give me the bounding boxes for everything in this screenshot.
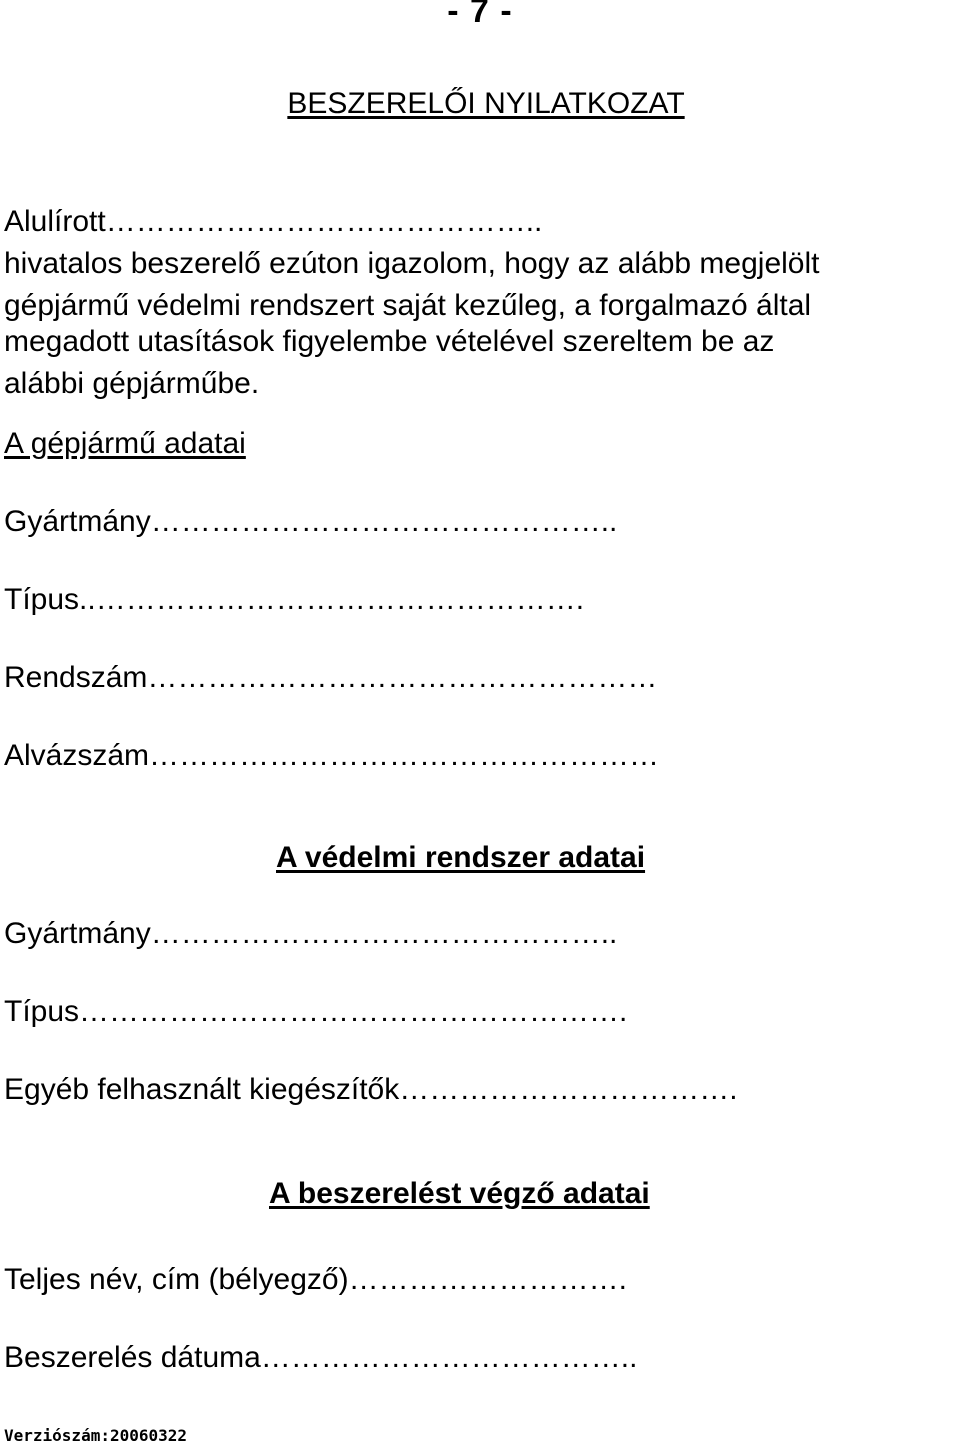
installer-section-heading: A beszerelést végző adatai [269, 1177, 650, 1210]
declaration-line-1: Alulírott…………………………………….. [4, 205, 543, 238]
protection-system-heading: A védelmi rendszer adatai [276, 841, 646, 874]
page-title: BESZERELŐI NYILATKOZAT [287, 87, 685, 120]
installer-name-address-field: Teljes név, cím (bélyegző)………………………. [4, 1263, 627, 1296]
declaration-line-5: alábbi gépjárműbe. [4, 367, 260, 400]
vehicle-section-heading: A gépjármű adatai [4, 427, 246, 460]
declaration-line-2: hivatalos beszerelő ezúton igazolom, hogy az alább megjelölt [4, 247, 820, 280]
declaration-line-3: gépjármű védelmi rendszert saját kezűleg, a forgalmazó által [4, 289, 812, 322]
protection-manufacturer-field: Gyártmány……………………………………….. [4, 917, 618, 950]
vehicle-type-field: Típus..…………………………………………. [4, 583, 585, 616]
vehicle-manufacturer-field: Gyártmány……………………………………….. [4, 505, 618, 538]
protection-type-field: Típus………………………………………………. [4, 995, 628, 1028]
page-number: - 7 - [447, 0, 513, 30]
version-number: Verziószám:20060322 [4, 1426, 188, 1445]
declaration-line-4: megadott utasítások figyelembe vételével szereltem be az [4, 325, 775, 358]
vehicle-chassis-field: Alvázszám…………………………………………… [4, 739, 660, 772]
vehicle-plate-field: Rendszám…………………………………………… [4, 661, 658, 694]
installation-date-field: Beszerelés dátuma……………………………….. [4, 1341, 638, 1374]
accessories-field: Egyéb felhasznált kiegészítők……………………………. [4, 1073, 738, 1106]
